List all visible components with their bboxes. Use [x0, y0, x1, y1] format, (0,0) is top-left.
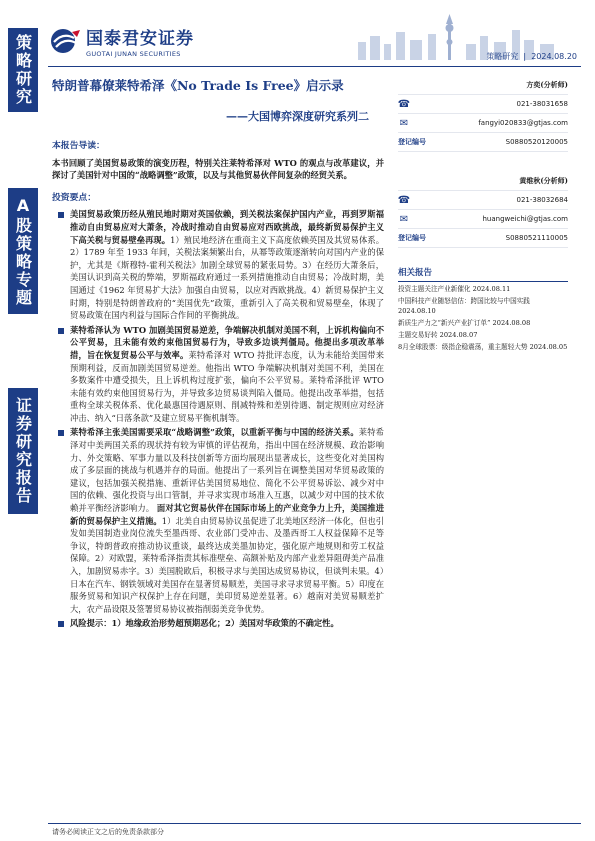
summary-point — [52, 617, 384, 630]
header-divider — [48, 66, 581, 67]
analyst-name: 方奕(分析师) — [526, 80, 568, 89]
header-meta: 策略研究 | 2024.08.20 — [486, 52, 577, 61]
related-report-link[interactable]: 8月全球股票：级指企稳震荡，重主题轻大势 2024.08.05 — [398, 343, 568, 351]
point-body: 莱特希泽对 WTO 持批评态度，认为未能给美国带来预期利益，反而加剧美国贸易逆差。他指出 WTO 争端解决机制对美国不利，美国在多数案件中遭受损失，且上诉机构过度扩张，偏向不公平贸易。莱特希泽批评 WTO 未能有效约束他国贸易行为，并导致多边贸易谈判陷入僵局。他提出改革举措，包括重构全球关税体系、优化最惠国待遇原则、削减特殊和差别待遇、制定规则应对经济冲击、纳入“日落条款”及建立贸易平衡机制等。 — [70, 349, 384, 423]
point-lead: 莱特希泽认为 WTO 加剧美国贸易逆差，争端解决机制对美国不利，上诉机构偏向不公平贸易，且未能有效约束他国贸易行为，导致多边谈判僵局。他提出多项改革举措，旨在恢复贸易公平与效率。 — [70, 324, 384, 360]
related-report-link[interactable]: 主题交易好转 2024.08.07 — [398, 331, 478, 339]
phone-icon: ☎ — [397, 98, 411, 110]
sidebar-block-topic: A股策略专题 — [8, 188, 38, 314]
analyst-phone: 021-38031658 — [516, 100, 568, 108]
risk-warning: 风险提示：1）地缘政治形势超预期恶化；2）美国对华政策的不确定性。 — [70, 618, 339, 629]
registration-label: 登记编号 — [398, 234, 426, 242]
report-category: 策略研究 — [486, 52, 519, 61]
bullet-square-icon — [58, 212, 64, 218]
related-reports-heading: 相关报告 — [398, 266, 568, 282]
bullet-square-icon — [58, 621, 64, 627]
report-date: 2024.08.20 — [531, 52, 577, 61]
sidebar-block-report: 证券研究报告 — [8, 388, 38, 514]
analyst-card — [398, 172, 568, 248]
report-title: 特朗普幕僚莱特希泽《No Trade Is Free》启示录 — [52, 78, 344, 93]
footer-divider — [48, 823, 581, 824]
bullet-square-icon — [58, 430, 64, 436]
registration-number: S0880520120005 — [505, 138, 568, 146]
analyst-card — [398, 76, 568, 152]
email-icon: ✉ — [399, 117, 409, 129]
summary-heading: 投资要点： — [52, 192, 96, 203]
analyst-phone: 021-38032684 — [516, 196, 568, 204]
analyst-email[interactable]: fangyi020833@gtjas.com — [478, 119, 568, 127]
guide-heading: 本报告导读： — [52, 141, 105, 151]
registration-number: S0880521110005 — [505, 234, 568, 242]
left-sidebar — [0, 0, 44, 841]
related-report-link[interactable]: 中国科技产业随怒信估：跨国比较与中国实践 2024.08.10 — [398, 297, 530, 315]
brand-name-cn: 国泰君安证券 — [86, 29, 194, 49]
guide-text: 本书回顾了美国贸易政策的演变历程，特别关注莱特希泽对 WTO 的观点与改革建议，并探讨了美国针对中国的“战略调整”政策，以及与其他贸易伙伴间复杂的经贸关系。 — [52, 157, 384, 181]
summary-point — [52, 324, 384, 425]
bullet-square-icon — [58, 328, 64, 334]
registration-label: 登记编号 — [398, 138, 426, 146]
brand-logo — [50, 24, 194, 58]
analyst-name: 黄维秋(分析师) — [519, 176, 568, 185]
right-panel — [398, 76, 568, 352]
point-lead: 美国贸易政策历经从殖民地时期对英国依赖，到关税法案保护国内产业，再到罗斯福推动自由贸易应对大萧条，冷战时推动自由贸易应对西欧挑战，最终新贸易保护主义下高关税与贸易壁垒再现。 — [70, 209, 384, 245]
email-icon: ✉ — [399, 213, 409, 225]
related-report-link[interactable]: 新质生产力之“新兴产业扩订单” 2024.08.08 — [398, 319, 531, 327]
main-content — [52, 140, 384, 632]
page-header — [48, 14, 581, 66]
point-body: 1）殖民地经济在重商主义下高度依赖英国及其贸易体系。2）1789 年至 1933 年间，关税法案频繁出台，从幂等政策逐渐转向对国内产业的保护，尤其是《斯穆特-霍利关税法》加剧全球贸易的紧张局势。3）在经历大萧条后，美国认识到高关税的弊端，罗斯福政府通过一系列措施推动自由贸易；冷战时期，美国通过《1962 年贸易扩大法》加强自由贸易，以应对西欧挑战。4）新贸易保护主义时期，特别是特朗普政府的“美国优先”政策，重新引入了高关税和贸易壁垒，体现了贸易政策在国内利益与国际合作间的平衡挑战。 — [70, 234, 384, 321]
point-lead: 莱特希泽主张美国需要采取“战略调整”政策，以重新平衡与中国的经济关系。 — [70, 427, 359, 438]
summary-point — [52, 208, 384, 321]
point-body: 1）北美自由贸易协议虽促进了北美地区经济一体化，但也引发如美国制造业岗位流失至墨西哥、农业部门受冲击、及墨西哥工人权益保障不足等争议，特朗普政府推动协议重谈，最终达成美墨加协定，强化原产地规则和劳工权益保障。2）对欧盟，莱特希泽指责其标准壁垒、高额补贴及内部产业差异阻碍美产品准入，加剧贸易赤字。3）美国脱欧后，积极寻求与美国达成贸易协议，但谈判未果。4）日本在汽车、钢铁领域对美国存在显著贸易顺差，美国寻求寻求贸易平衡。5）印度在服务贸易和知识产权保护上存在问题，美印贸易逆差显著。6）越南对美贸易顺差扩大，农产品设限及签署贸易协议被指削弱美竞争优势。 — [70, 515, 384, 614]
summary-point — [52, 426, 384, 615]
point-body: 莱特希泽对中美两国关系的现状持有较为审慎的评估视角，指出中国在经济规模、政治影响力、外交策略、军事力量以及科技创新等方面均展现出显著成长，这些变化对美国构成了多层面的挑战与机遇并存的局面。他提出了一系列旨在调整美国对华贸易政策的建议，包括加强关税措施、重新评估美国贸易地位、简化不公平贸易诉讼、减少对中国的依赖、强化投资与出口管制，并寻求实现市场准入互惠，以减少对中国的技术依赖并平衡经济影响力。 — [70, 427, 384, 514]
report-subtitle: ——大国博弈深度研究系列二 — [226, 110, 369, 123]
point-lead: 面对其它贸易伙伴在国际市场上的产业竞争力上升，美国推进新的贸易保护主义措施。 — [70, 503, 384, 526]
sidebar-block-strategy: 策略研究 — [8, 28, 38, 112]
brand-name-en: GUOTAI JUNAN SECURITIES — [86, 50, 181, 58]
brand-emblem-icon — [50, 28, 82, 54]
related-report-link[interactable]: 投资主题关注产业新催化 2024.08.11 — [398, 285, 511, 293]
analyst-email[interactable]: huangweichi@gtjas.com — [482, 215, 568, 223]
phone-icon: ☎ — [397, 194, 411, 206]
footer-disclaimer: 请务必阅读正文之后的免责条款部分 — [52, 828, 164, 836]
